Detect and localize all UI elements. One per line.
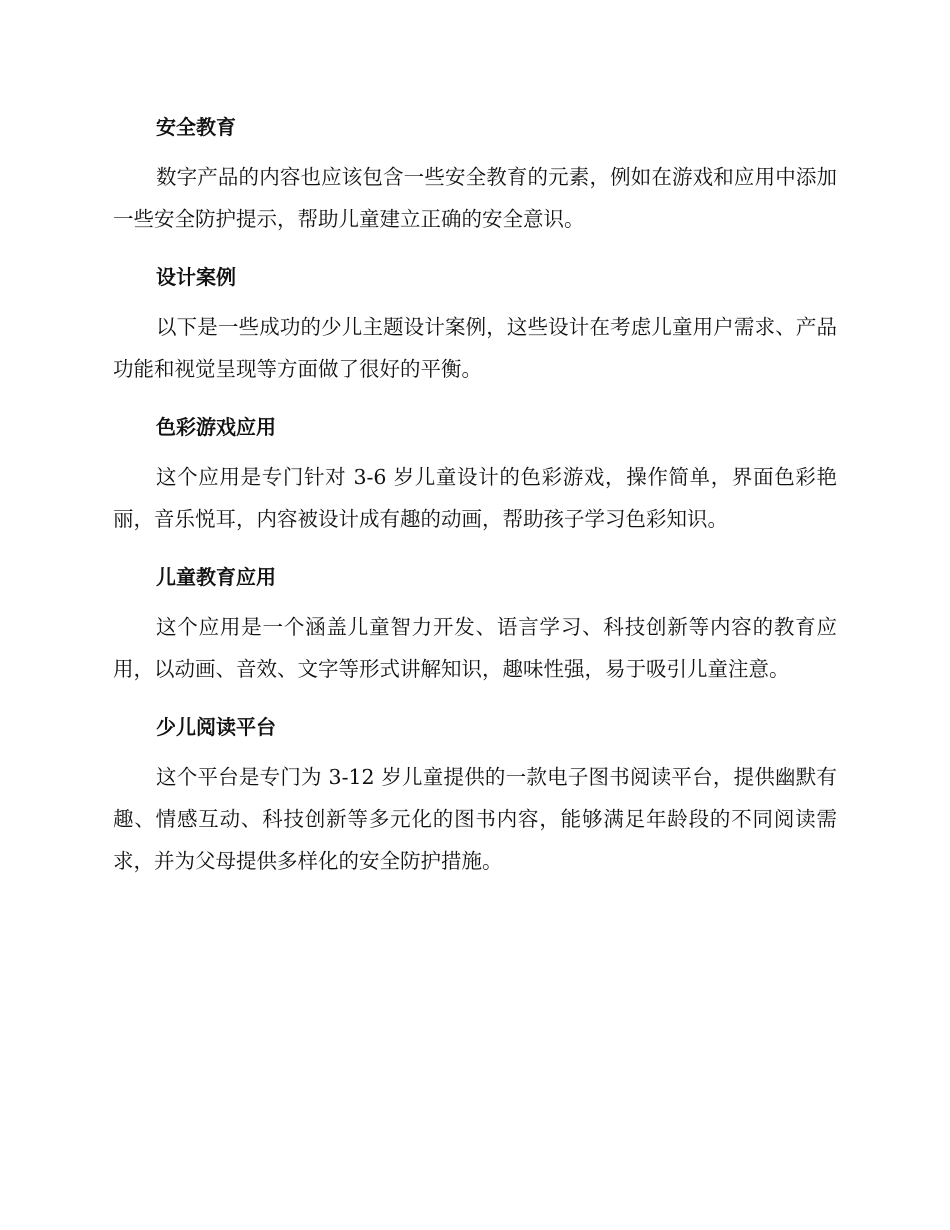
section-paragraph-kids-education-app: 这个应用是一个涵盖儿童智力开发、语言学习、科技创新等内容的教育应用，以动画、音效、文字等形式讲解知识，趣味性强，易于吸引儿童注意。 xyxy=(113,615,837,681)
section-paragraph-kids-reading-platform: 这个平台是专门为 3-12 岁儿童提供的一款电子图书阅读平台，提供幽默有趣、情感互动、科技创新等多元化的图书内容，能够满足年龄段的不同阅读需求，并为父母提供多样化的安全防护措施。 xyxy=(113,765,837,873)
section-heading-kids-education-app: 儿童教育应用 xyxy=(156,565,276,589)
section-heading-color-game-app: 色彩游戏应用 xyxy=(156,415,276,439)
section-heading-design-cases: 设计案例 xyxy=(156,265,236,289)
section-paragraph-color-game-app: 这个应用是专门针对 3-6 岁儿童设计的色彩游戏，操作简单，界面色彩艳丽，音乐悦耳，内容被设计成有趣的动画，帮助孩子学习色彩知识。 xyxy=(113,465,837,531)
section-paragraph-design-cases: 以下是一些成功的少儿主题设计案例，这些设计在考虑儿童用户需求、产品功能和视觉呈现等方面做了很好的平衡。 xyxy=(113,315,837,381)
section-heading-safety-education: 安全教育 xyxy=(156,115,236,139)
document-body xyxy=(113,112,837,904)
section-heading-kids-reading-platform: 少儿阅读平台 xyxy=(156,715,276,739)
section-paragraph-safety-education: 数字产品的内容也应该包含一些安全教育的元素，例如在游戏和应用中添加一些安全防护提示，帮助儿童建立正确的安全意识。 xyxy=(113,165,837,231)
